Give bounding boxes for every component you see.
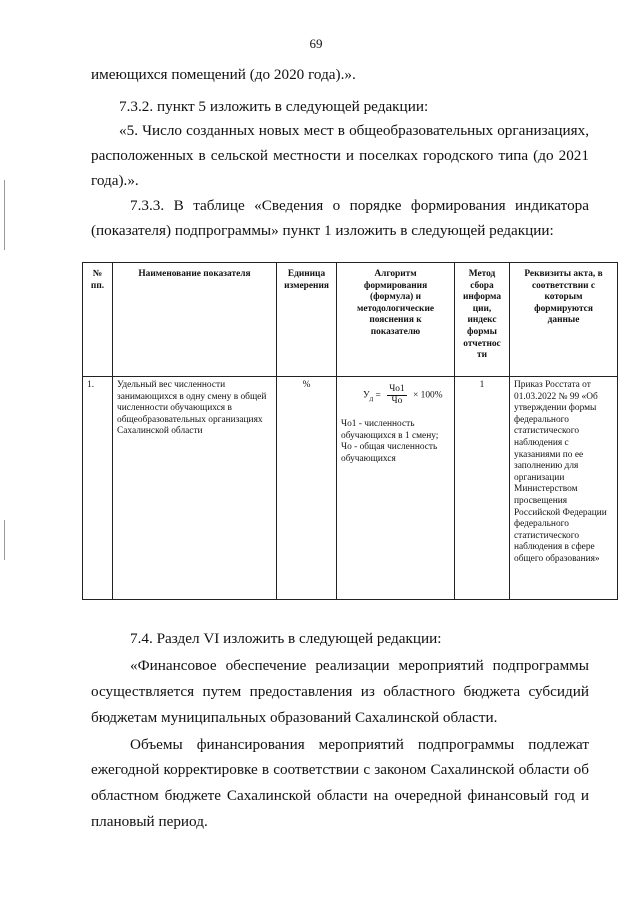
header-num: № пп. bbox=[83, 263, 113, 377]
formula-subscript: д bbox=[369, 394, 374, 403]
text-line-4: расположенных в сельской местности и поселках городского типа (до 2021 bbox=[91, 147, 589, 164]
page-number: 69 bbox=[309, 36, 323, 51]
cell-algorithm bbox=[337, 377, 455, 600]
header-indicator-name: Наименование показателя bbox=[113, 263, 277, 377]
table-header-row bbox=[83, 263, 618, 377]
cell-act: Приказ Росстата от 01.03.2022 № 99 «Об утверждении формы федерального статистического наблюдения с указаниями по ее заполнению для организации Министерством просвещения Российской Федерации федерального статистического наблюдения в сфере общего образования» bbox=[510, 377, 618, 600]
formula bbox=[363, 384, 450, 407]
header-act: Реквизиты акта, в соответствии с которым формируются данные bbox=[510, 263, 618, 377]
text-line-11: бюджетам муниципальных образований Сахалинской области. bbox=[91, 709, 498, 726]
formula-tail: × 100% bbox=[413, 390, 443, 401]
text-line-3: «5. Число созданных новых мест в общеобразовательных организациях, bbox=[119, 122, 589, 139]
scan-edge-mark bbox=[4, 180, 5, 250]
cell-method: 1 bbox=[455, 377, 510, 600]
text-line-14: областном бюджете Сахалинской области на очередной финансовый год и bbox=[91, 787, 589, 804]
header-method: Метод сбора информа ции, индекс формы отчетнос ти bbox=[455, 263, 510, 377]
cell-num: 1. bbox=[83, 377, 113, 600]
formula-denominator: Чо bbox=[391, 396, 403, 406]
text-line-8: 7.4. Раздел VI изложить в следующей редакции: bbox=[130, 630, 442, 647]
table-row bbox=[83, 377, 618, 600]
text-line-5: года).». bbox=[91, 172, 139, 189]
cell-unit: % bbox=[277, 377, 337, 600]
text-line-7: (показателя) подпрограммы» пункт 1 изложить в следующей редакции: bbox=[91, 222, 554, 239]
text-line-13: ежегодной корректировке в соответствии с законом Сахалинской области об bbox=[91, 761, 589, 778]
text-line-6: 7.3.3. В таблице «Сведения о порядке формирования индикатора bbox=[130, 197, 589, 214]
header-algorithm: Алгоритм формирования (формула) и методологические пояснения к показателю bbox=[337, 263, 455, 377]
text-line-15: плановый период. bbox=[91, 813, 208, 830]
scan-edge-mark bbox=[4, 520, 5, 560]
formula-equals: = bbox=[375, 390, 381, 401]
formula-fraction bbox=[387, 384, 406, 407]
formula-explanation: Чо1 - численность обучающихся в 1 смену; Чо - общая численность обучающихся bbox=[341, 419, 439, 464]
formula-numerator: Чо1 bbox=[389, 384, 405, 394]
text-line-10: осуществляется путем предоставления из областного бюджета субсидий bbox=[91, 683, 589, 700]
text-line-9: «Финансовое обеспечение реализации мероприятий подпрограммы bbox=[130, 657, 589, 674]
text-line-1: имеющихся помещений (до 2020 года).». bbox=[91, 66, 356, 83]
text-line-12: Объемы финансирования мероприятий подпрограммы подлежат bbox=[130, 736, 589, 753]
indicator-table bbox=[82, 262, 618, 600]
text-line-2: 7.3.2. пункт 5 изложить в следующей редакции: bbox=[119, 98, 429, 115]
cell-indicator-name: Удельный вес численности занимающихся в одну смену в общей численности обучающихся в общеобразовательных организациях Сахалинской области bbox=[113, 377, 277, 600]
header-unit: Единица измерения bbox=[277, 263, 337, 377]
formula-lhs: У bbox=[363, 390, 370, 401]
